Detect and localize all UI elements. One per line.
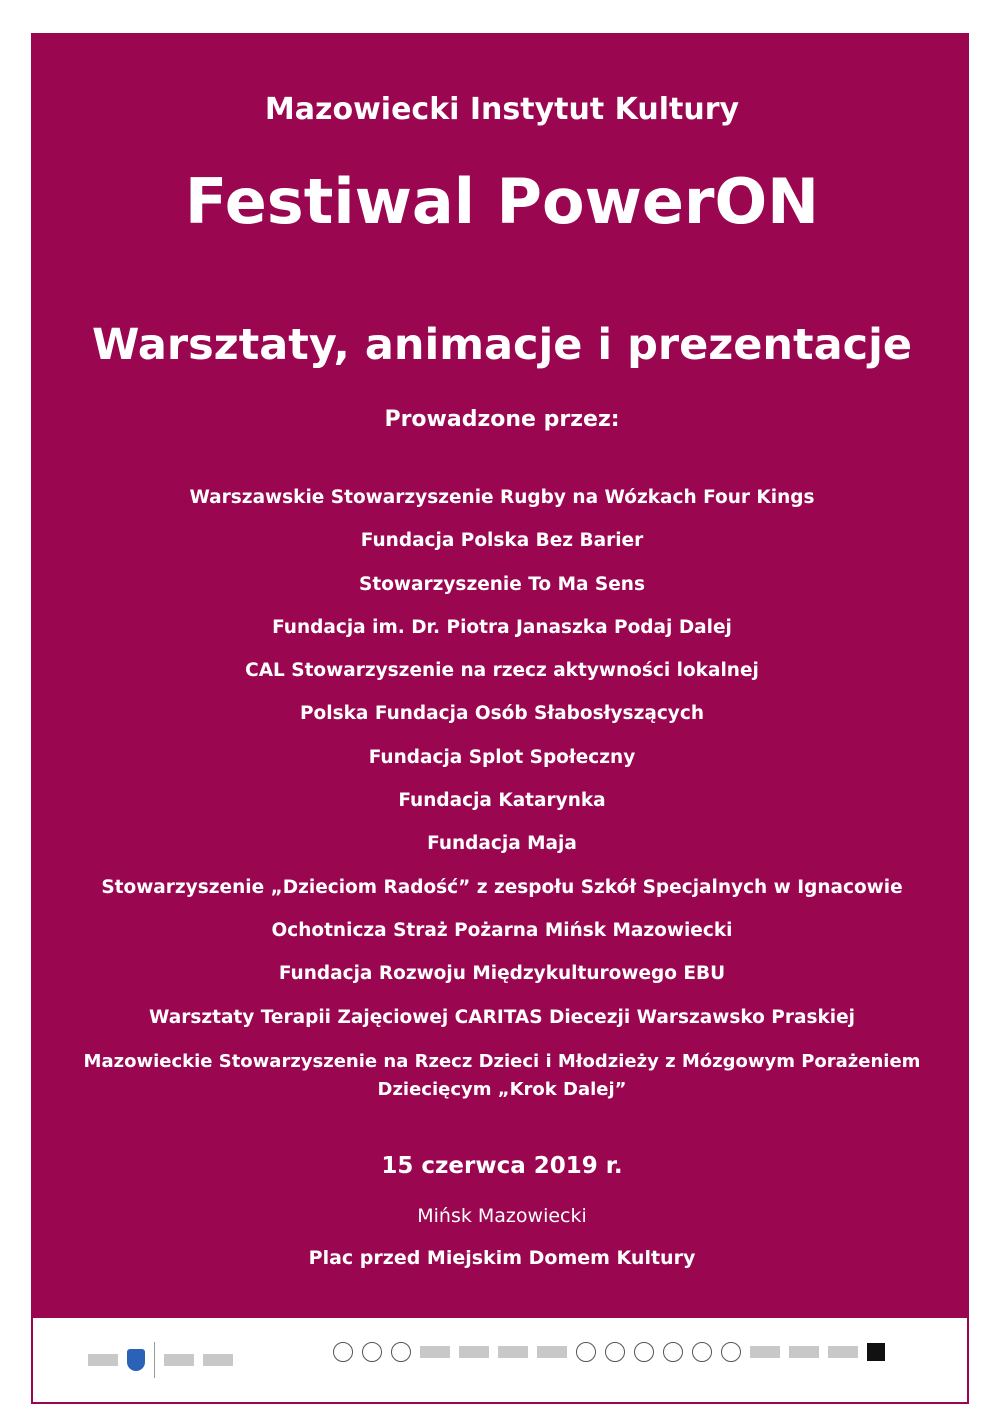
institute-name: Mazowiecki Instytut Kultury: [264, 92, 740, 127]
organization-item: Warszawskie Stowarzyszenie Rugby na Wózkach Four Kings: [189, 487, 815, 508]
partner-logo: [498, 1346, 528, 1358]
organization-item: Fundacja Katarynka: [398, 790, 606, 812]
organizer-logo: [88, 1354, 118, 1366]
partner-logo: [333, 1342, 353, 1362]
partner-logo: [634, 1342, 654, 1362]
partner-logos: [333, 1342, 885, 1362]
organization-item: Fundacja Splot Społeczny: [368, 746, 636, 768]
sponsor-footer: [33, 1318, 967, 1402]
organization-item: Ochotnicza Straż Pożarna Mińsk Mazowiecki: [271, 919, 733, 941]
event-place: Plac przed Miejskim Domem Kultury: [308, 1247, 696, 1269]
organization-item: Stowarzyszenie To Ma Sens: [359, 573, 645, 595]
organizations-list: [33, 485, 971, 1104]
event-city: Mińsk Mazowiecki: [417, 1205, 587, 1227]
partner-logo: [576, 1342, 596, 1362]
partner-logo: [391, 1342, 411, 1362]
organization-item: Polska Fundacja Osób Słabosłyszących: [300, 703, 704, 725]
partner-logo: [789, 1346, 819, 1358]
organization-item: Fundacja Maja: [427, 833, 577, 855]
festival-title: Festiwal PowerON: [184, 165, 820, 238]
poster-content: [33, 35, 971, 1320]
organization-item: Fundacja Rozwoju Międzykulturowego EBU: [278, 963, 726, 985]
led-by-label: Prowadzone przez:: [384, 407, 620, 432]
partner-logo: [663, 1342, 683, 1362]
partner-logo: [203, 1354, 233, 1366]
partner-logo: [537, 1346, 567, 1358]
divider: [154, 1342, 155, 1378]
organization-item: CAL Stowarzyszenie na rzecz aktywności lokalnej: [245, 660, 759, 682]
partner-logo: [692, 1342, 712, 1362]
subtitle: Warsztaty, animacje i prezentacje: [91, 320, 913, 370]
organization-item: Mazowieckie Stowarzyszenie na Rzecz Dzieci i Młodzieży z Mózgowym Porażeniem Dziecięcym „Krok Dalej”: [83, 1050, 921, 1100]
partner-logo: [828, 1346, 858, 1358]
city-crest-logo: [127, 1349, 145, 1371]
poster: [31, 33, 969, 1404]
organization-item: Stowarzyszenie „Dzieciom Radość” z zespołu Szkół Specjalnych w Ignacowie: [101, 876, 903, 898]
organization-item: Fundacja Polska Bez Barier: [360, 530, 644, 552]
event-date: 15 czerwca 2019 r.: [381, 1153, 623, 1179]
partner-logo: [362, 1342, 382, 1362]
partner-logo: [420, 1346, 450, 1358]
partner-logo: [867, 1343, 885, 1361]
partner-logo: [605, 1342, 625, 1362]
organization-item: Fundacja im. Dr. Piotra Janaszka Podaj Dalej: [272, 616, 732, 638]
partner-logo: [721, 1342, 741, 1362]
organization-item: Warsztaty Terapii Zajęciowej CARITAS Diecezji Warszawsko Praskiej: [148, 1006, 856, 1028]
partner-logo: [459, 1346, 489, 1358]
partner-logo: [750, 1346, 780, 1358]
partner-logo: [164, 1354, 194, 1366]
organizer-logos: [88, 1342, 233, 1378]
